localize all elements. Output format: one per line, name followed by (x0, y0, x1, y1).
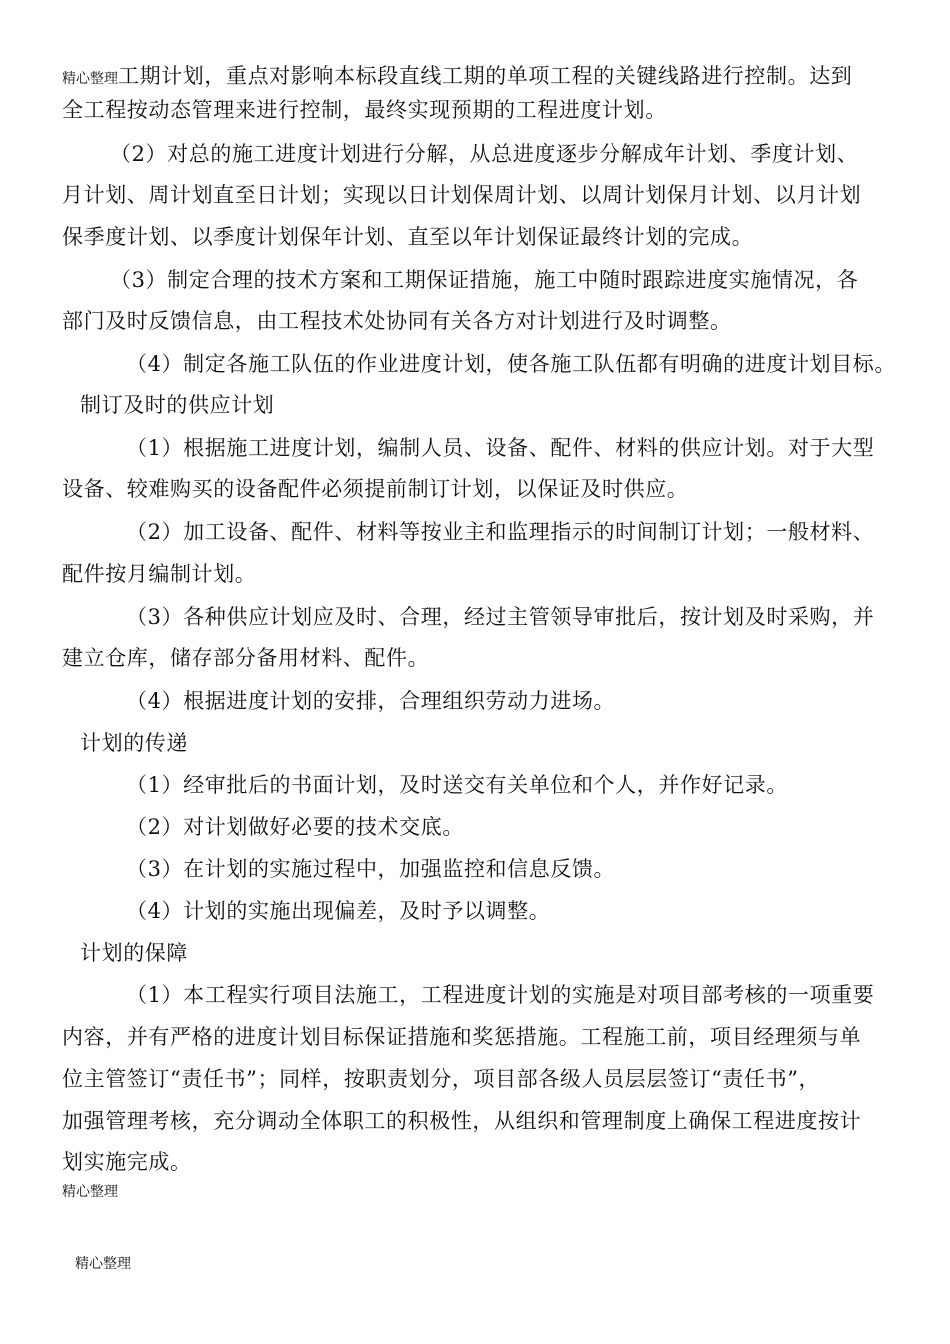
text-line: （1）根据施工进度计划，编制人员、设备、配件、材料的供应计划。对于大型 (126, 436, 875, 460)
text-line: （2）加工设备、配件、材料等按业主和监理指示的时间制订计划；一般材料、 (126, 520, 875, 544)
text-line: 月计划、周计划直至日计划；实现以日计划保周计划、以周计划保月计划、以月计划 (62, 183, 862, 207)
page-footer-tag: 精心整理 (75, 1256, 131, 1272)
text-line: 全工程按动态管理来进行控制，最终实现预期的工程进度计划。 (62, 98, 667, 122)
text-line: （1）本工程实行项目法施工，工程进度计划的实施是对项目部考核的一项重要 (126, 983, 875, 1007)
footer-tag: 精心整理 (62, 1184, 118, 1200)
section-heading: 制订及时的供应计划 (80, 393, 275, 417)
header-tag: 精心整理 (62, 71, 118, 87)
text-line: 设备、较难购买的设备配件必须提前制订计划，以保证及时供应。 (62, 477, 689, 501)
text-line: 部门及时反馈信息，由工程技术处协同有关各方对计划进行及时调整。 (62, 309, 732, 333)
text-line: 内容，并有严格的进度计划目标保证措施和奖惩措施。工程施工前，项目经理须与单 (62, 1025, 862, 1049)
section-heading: 计划的传递 (80, 731, 188, 755)
text-line: 保季度计划、以季度计划保年计划、直至以年计划保证最终计划的完成。 (62, 225, 754, 249)
text-line: （2）对计划做好必要的技术交底。 (126, 815, 464, 839)
text-line: （4）根据进度计划的安排，合理组织劳动力进场。 (126, 689, 616, 713)
text-line: 划实施完成。 (62, 1150, 192, 1174)
text-line (62, 62, 852, 93)
text-line: 建立仓库，储存部分备用材料、配件。 (62, 646, 430, 670)
text-line: （1）经审批后的书面计划，及时送交有关单位和个人，并作好记录。 (126, 773, 788, 797)
paragraph-text: 工期计划，重点对影响本标段直线工期的单项工程的关键线路进行控制。达到 (118, 64, 853, 88)
text-line: （4）制定各施工队伍的作业进度计划，使各施工队伍都有明确的进度计划目标。 (126, 352, 896, 376)
text-line: （3）在计划的实施过程中，加强监控和信息反馈。 (126, 857, 616, 881)
text-line: （3）制定合理的技术方案和工期保证措施，施工中随时跟踪进度实施情况，各 (110, 268, 859, 292)
section-heading: 计划的保障 (80, 941, 188, 965)
text-line: 位主管签订“责任书”；同样，按职责划分，项目部各级人员层层签订“责任书”， (62, 1067, 821, 1091)
text-line: （3）各种供应计划应及时、合理，经过主管领导审批后，按计划及时采购，并 (126, 605, 875, 629)
text-line: 配件按月编制计划。 (62, 562, 257, 586)
text-line: （2）对总的施工进度计划进行分解，从总进度逐步分解成年计划、季度计划、 (110, 142, 859, 166)
text-line: （4）计划的实施出现偏差，及时予以调整。 (126, 899, 551, 923)
text-line: 加强管理考核，充分调动全体职工的积极性，从组织和管理制度上确保工程进度按计 (62, 1109, 862, 1133)
